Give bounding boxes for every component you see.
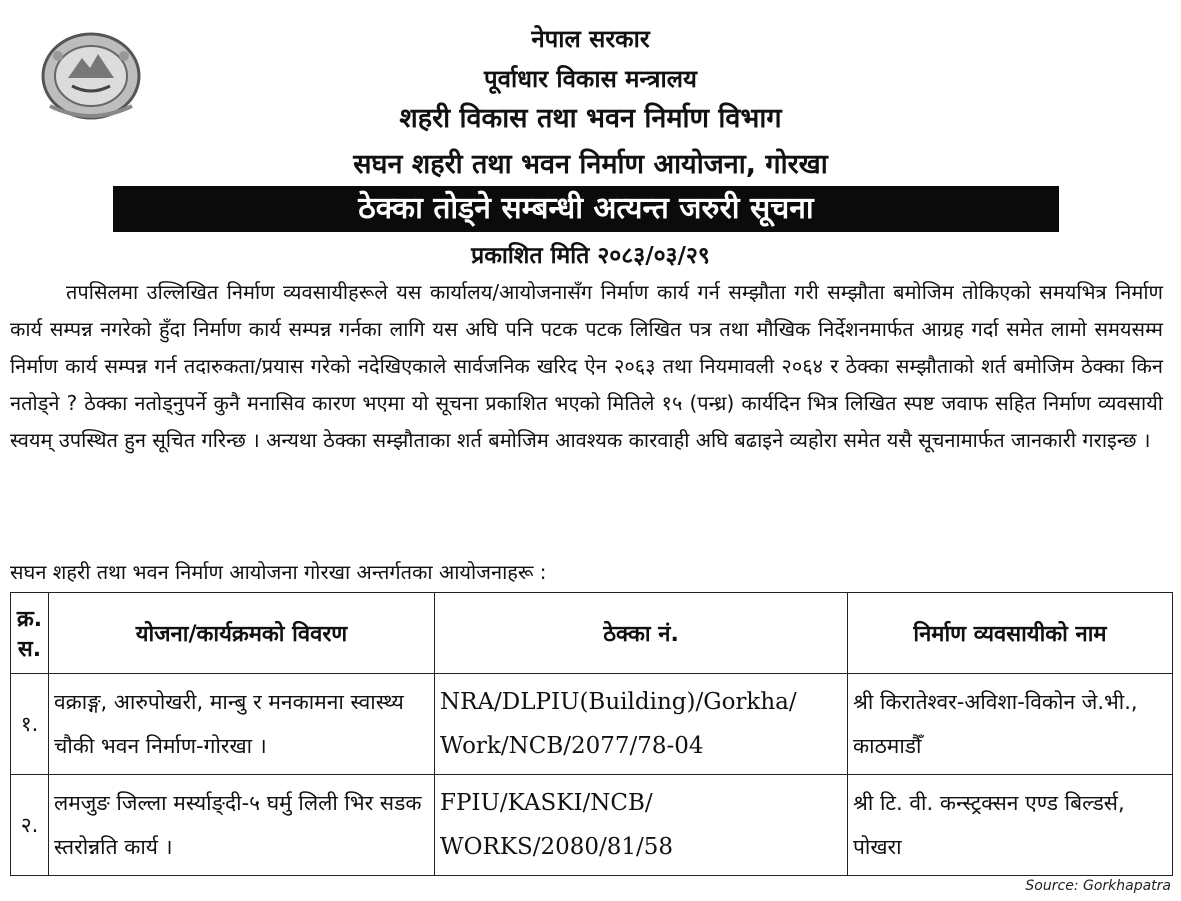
- header-contract-number: ठेक्का नं.: [435, 593, 848, 674]
- table-row: [11, 674, 1173, 775]
- published-date: प्रकाशित मिति २०८३/०३/२९: [471, 243, 710, 269]
- row-project-description: लमजुङ जिल्ला मर्स्याङ्दी-५ घर्मु लिली भिर सडक स्तरोन्नति कार्य ।: [49, 775, 435, 876]
- table-row: [11, 775, 1173, 876]
- source-credit: Source: Gorkhapatra: [1025, 878, 1171, 894]
- header-contractor-name: निर्माण व्यवसायीको नाम: [848, 593, 1173, 674]
- row-serial-no: १.: [11, 674, 49, 775]
- row-contractor-name: श्री टि. वी. कन्स्ट्रक्सन एण्ड बिल्डर्स, पोखरा: [848, 775, 1173, 876]
- row-contractor-name: श्री किरातेश्वर-अविशा-विकोन जे.भी., काठमाडौँ: [848, 674, 1173, 775]
- ministry-name: पूर्वाधार विकास मन्त्रालय: [484, 65, 697, 93]
- project-office-name: सघन शहरी तथा भवन निर्माण आयोजना, गोरखा: [353, 149, 828, 180]
- table-header-row: [11, 593, 1173, 674]
- project-list-intro: सघन शहरी तथा भवन निर्माण आयोजना गोरखा अन्तर्गतका आयोजनाहरू :: [10, 560, 547, 584]
- header-project-description: योजना/कार्यक्रमको विवरण: [49, 593, 435, 674]
- contracts-table: [10, 592, 1173, 876]
- notice-title-banner: ठेक्का तोड्ने सम्बन्धी अत्यन्त जरुरी सूचना: [113, 186, 1059, 232]
- row-serial-no: २.: [11, 775, 49, 876]
- header-serial-no: क्र. स.: [11, 593, 49, 674]
- row-project-description: वक्राङ्ग, आरुपोखरी, मान्बु र मनकामना स्वास्थ्य चौकी भवन निर्माण-गोरखा ।: [49, 674, 435, 775]
- department-name: शहरी विकास तथा भवन निर्माण विभाग: [399, 103, 782, 134]
- notice-body: तपसिलमा उल्लिखित निर्माण व्यवसायीहरूले यस कार्यालय/आयोजनासँग निर्माण कार्य गर्न सम्झौता गरी सम्झौता बमोजिम तोकिएको समयभित्र निर्माण कार्य सम्पन्न नगरेको हुँदा निर्माण कार्य सम्पन्न गर्नका लागि यस अघि पनि पटक पटक लिखित पत्र तथा मौखिक निर्देशनमार्फत आग्रह गर्दा समेत लामो समयसम्म निर्माण कार्य सम्पन्न गर्न तदारुकता/प्रयास गरेको नदेखिएकाले सार्वजनिक खरिद ऐन २०६३ तथा नियमावली २०६४ र ठेक्का सम्झौताको शर्त बमोजिम ठेक्का किन नतोड्ने ? ठेक्का नतोड्नुपर्ने कुनै मनासिव कारण भएमा यो सूचना प्रकाशित भएको मितिले १५ (पन्ध्र) कार्यदिन भित्र लिखित स्पष्ट जवाफ सहित निर्माण व्यवसायी स्वयम् उपस्थित हुन सूचित गरिन्छ । अन्यथा ठेक्का सम्झौताका शर्त बमोजिम आवश्यक कारवाही अघि बढाइने व्यहोरा समेत यसै सूचनामार्फत जानकारी गराइन्छ ।: [10, 280, 1163, 452]
- row-contract-number: FPIU/KASKI/NCB/ WORKS/2080/81/58: [435, 775, 848, 876]
- row-contract-number: NRA/DLPIU(Building)/Gorkha/ Work/NCB/2077/78-04: [435, 674, 848, 775]
- government-name: नेपाल सरकार: [531, 25, 650, 53]
